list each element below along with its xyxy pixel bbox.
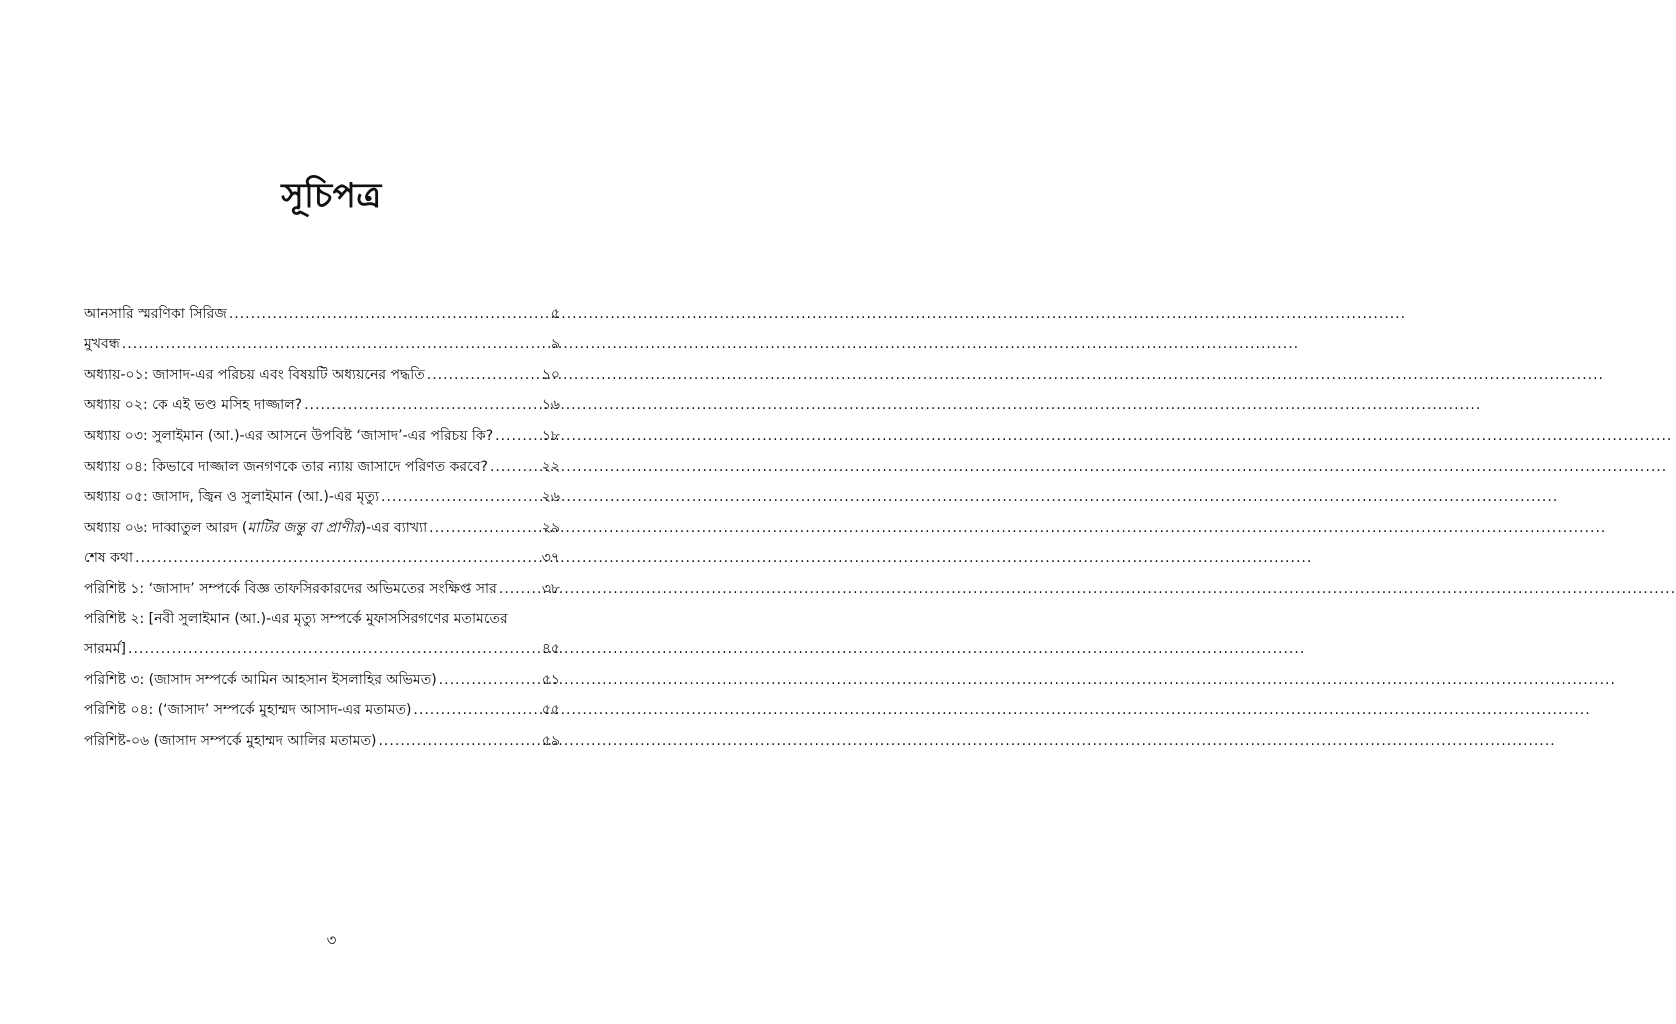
dot-leader bbox=[122, 329, 549, 359]
toc-entry-page: ৫৯ bbox=[541, 732, 560, 749]
dot-leader bbox=[429, 513, 540, 543]
dot-leader bbox=[304, 390, 540, 420]
toc-entry bbox=[84, 451, 560, 482]
toc-entry-page: ৩৮ bbox=[541, 580, 560, 597]
dot-leader bbox=[495, 421, 540, 451]
toc-entry-page: ২৬ bbox=[541, 489, 560, 506]
dot-leader bbox=[413, 695, 539, 725]
toc-entry-title-italic: মাটির জন্তু বা প্রাণীর bbox=[247, 519, 361, 536]
dot-leader bbox=[135, 543, 540, 573]
toc-entry bbox=[84, 725, 560, 756]
dot-leader bbox=[499, 574, 540, 604]
dot-leader bbox=[439, 665, 540, 695]
toc-entry bbox=[84, 329, 560, 360]
toc-entry-page: ৩৭ bbox=[541, 550, 560, 567]
toc-entry-page: ৫১ bbox=[541, 671, 560, 688]
toc-entry bbox=[84, 482, 560, 513]
toc-entry bbox=[84, 298, 560, 329]
page-title: সূচিপত্র bbox=[281, 176, 382, 216]
toc-entry bbox=[84, 695, 560, 726]
toc-entry-title: অধ্যায় ০২: কে এই ভণ্ড মসিহ দাজ্জাল? bbox=[84, 397, 303, 414]
toc-entry-title: পরিশিষ্ট ৩: (জাসাদ সম্পর্কে আমিন আহসান ইসলাহির অভিমত) bbox=[84, 671, 437, 688]
toc-entry-title: আনসারি স্মরণিকা সিরিজ bbox=[84, 305, 227, 322]
toc-entry bbox=[84, 359, 560, 390]
toc-entry bbox=[84, 390, 560, 421]
toc-entry-title: মুখবন্ধ bbox=[84, 336, 120, 353]
toc-entry bbox=[84, 664, 560, 695]
toc-entry-page: ১০ bbox=[541, 366, 560, 383]
page-number: ৩ bbox=[326, 931, 337, 949]
toc-entry-page: ৯ bbox=[550, 336, 560, 353]
toc-entry-page: ৫ bbox=[550, 305, 560, 322]
toc-entry-title: অধ্যায় ০৫: জাসাদ, জ্বিন ও সুলাইমান (আ.)-এর মৃত্যু bbox=[84, 489, 380, 506]
toc-entry-title: পরিশিষ্ট ২: [নবী সুলাইমান (আ.)-এর মৃত্যু সম্পর্কে মুফাসসিরগণের মতামতের bbox=[84, 610, 508, 627]
toc-entry-continuation bbox=[84, 634, 560, 664]
dot-leader bbox=[427, 360, 540, 390]
toc-entry-title: পরিশিষ্ট ১: ‘জাসাদ’ সম্পর্কে বিজ্ঞ তাফসিরকারদের অভিমতের সংক্ষিপ্ত সার bbox=[84, 580, 497, 597]
toc-entry-page: ২৯ bbox=[541, 519, 560, 536]
toc-entry-title-cont: সারমর্ম] bbox=[84, 640, 127, 657]
dot-leader bbox=[229, 299, 549, 329]
dot-leader bbox=[381, 482, 540, 512]
dot-leader bbox=[128, 634, 540, 664]
dot-leader bbox=[490, 452, 540, 482]
toc-entry-page: ৫৫ bbox=[541, 702, 560, 719]
table-of-contents bbox=[84, 298, 560, 756]
toc-entry-page: ৪৫ bbox=[541, 640, 560, 657]
toc-entry bbox=[84, 543, 560, 574]
toc-entry-title: অধ্যায়-০১: জাসাদ-এর পরিচয় এবং বিষয়টি অধ্যয়নের পদ্ধতি bbox=[84, 366, 425, 383]
toc-entry-title: অধ্যায় ০৩: সুলাইমান (আ.)-এর আসনে উপবিষ্ট ‘জাসাদ’-এর পরিচয় কি? bbox=[84, 427, 494, 444]
toc-entry bbox=[84, 420, 560, 451]
toc-entry bbox=[84, 604, 560, 664]
toc-entry-title: অধ্যায় ০৪: কিভাবে দাজ্জাল জনগণকে তার ন্যায় জাসাদে পরিণত করবে? bbox=[84, 458, 488, 475]
toc-entry-title: পরিশিষ্ট-০৬ (জাসাদ সম্পর্কে মুহাম্মদ আলির মতামত) bbox=[84, 732, 377, 749]
toc-entry-page: ১৬ bbox=[541, 397, 560, 414]
toc-entry-page: ২২ bbox=[541, 458, 560, 475]
toc-entry bbox=[84, 512, 560, 543]
dot-leader bbox=[378, 726, 539, 756]
toc-entry-title: শেষ কথা bbox=[84, 550, 134, 567]
toc-entry bbox=[84, 573, 560, 604]
toc-entry-title-part: )-এর ব্যাখ্যা bbox=[360, 519, 428, 536]
toc-entry-title bbox=[84, 513, 427, 543]
toc-entry-title-part: অধ্যায় ০৬: দাব্বাতুল আরদ ( bbox=[84, 519, 248, 536]
toc-entry-page: ১৮ bbox=[541, 427, 560, 444]
toc-entry-title: পরিশিষ্ট ০৪: (‘জাসাদ’ সম্পর্কে মুহাম্মদ আসাদ-এর মতামত) bbox=[84, 702, 412, 719]
